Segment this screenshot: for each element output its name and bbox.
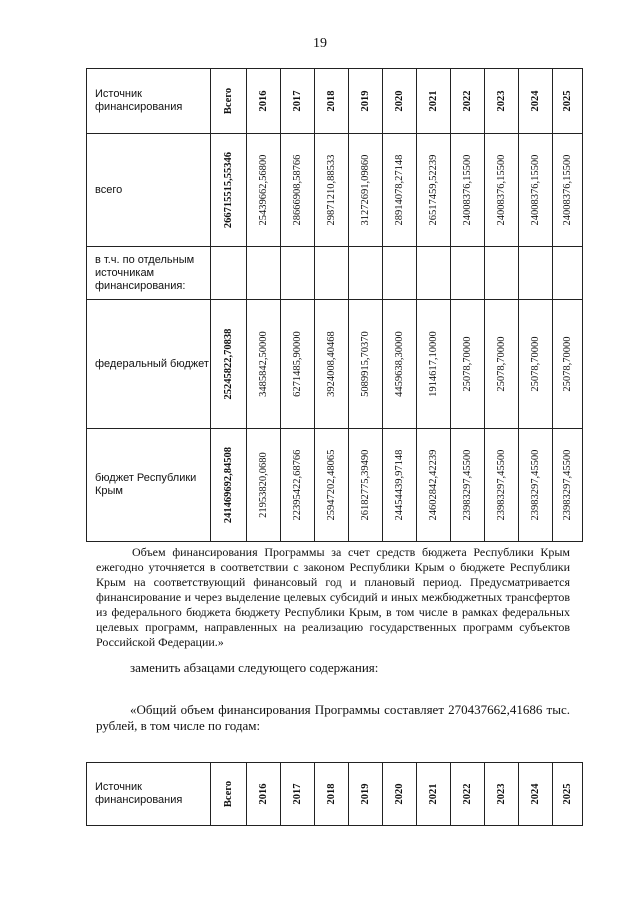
header-year-text: 2020	[393, 90, 405, 112]
row-value-cell-text: 31272691,09860	[359, 154, 371, 226]
row-label: всего	[87, 134, 211, 247]
header-total	[211, 69, 247, 134]
financing-table	[86, 68, 583, 542]
row-value-cell-text: 28666908,58766	[291, 154, 303, 226]
header-year	[247, 763, 281, 826]
row-value-cell	[383, 429, 417, 542]
header-year	[519, 69, 553, 134]
row-value-cell	[451, 429, 485, 542]
row-value-cell-text: 25439662,56800	[257, 154, 269, 226]
row-value-cell-text: 6271485,90000	[291, 331, 303, 397]
row-value-cell	[519, 134, 553, 247]
row-value-cell	[485, 300, 519, 429]
row-value-cell-text: 24454439,97148	[393, 449, 405, 521]
header-year-text: 2021	[427, 90, 439, 112]
row-value-cell-text: 24008376,15500	[461, 154, 473, 226]
row-value-cell	[247, 300, 281, 429]
row-value-cell-text: 26517459,52239	[427, 154, 439, 226]
row-value-cell-text: 25078,70000	[495, 336, 507, 392]
row-value-cell	[247, 134, 281, 247]
header-year	[553, 69, 583, 134]
replace-instruction: заменить абзацами следующего содержания:	[130, 660, 379, 675]
row-value-cell	[417, 134, 451, 247]
row-value-cell	[247, 429, 281, 542]
header-year-text: 2022	[461, 90, 473, 112]
table-row	[87, 134, 583, 247]
row-total-cell	[211, 134, 247, 247]
header-year	[349, 69, 383, 134]
row-value-cell	[553, 134, 583, 247]
header-source: Источник финансирования	[87, 69, 211, 134]
row-value-cell-text: 25078,70000	[529, 336, 541, 392]
row-label: в т.ч. по отдельным источникам финансирования:	[87, 247, 211, 300]
header-year	[315, 69, 349, 134]
row-value-cell	[519, 429, 553, 542]
row-value-cell	[281, 429, 315, 542]
row-value-cell	[383, 247, 417, 300]
new-financing-table	[86, 762, 583, 826]
row-value-cell	[383, 134, 417, 247]
row-value-cell	[417, 300, 451, 429]
row-value-cell-text: 21953820,0680	[257, 452, 269, 518]
row-value-cell	[553, 247, 583, 300]
row-value-cell-text: 22395422,68766	[291, 449, 303, 521]
row-value-cell	[315, 134, 349, 247]
row-value-cell-text: 24602842,42239	[427, 449, 439, 521]
header-total	[211, 763, 247, 826]
page-number: 19	[313, 36, 327, 51]
row-value-cell-text: 3485842,50000	[257, 331, 269, 397]
row-value-cell	[349, 429, 383, 542]
row-value-cell-text: 23983297,45500	[495, 449, 507, 521]
header-year	[451, 763, 485, 826]
row-value-cell	[315, 300, 349, 429]
row-value-cell	[519, 300, 553, 429]
row-value-cell	[451, 300, 485, 429]
row-value-cell	[349, 247, 383, 300]
row-total-cell	[211, 247, 247, 300]
row-label: федеральный бюджет	[87, 300, 211, 429]
row-total-cell	[211, 300, 247, 429]
header-year-text: 2024	[529, 783, 541, 805]
header-year	[553, 763, 583, 826]
row-value-cell	[553, 429, 583, 542]
row-value-cell	[281, 247, 315, 300]
row-value-cell	[383, 300, 417, 429]
row-total-cell-text: 266715515,55346	[222, 151, 234, 229]
row-value-cell-text: 23983297,45500	[461, 449, 473, 521]
header-total-text: Всего	[222, 87, 234, 115]
table-row	[87, 300, 583, 429]
row-label: бюджет Республики Крым	[87, 429, 211, 542]
row-value-cell-text: 24008376,15500	[561, 154, 573, 226]
header-year-text: 2016	[257, 783, 269, 805]
table-row	[87, 429, 583, 542]
header-year-text: 2022	[461, 783, 473, 805]
header-year-text: 2017	[291, 783, 303, 805]
header-year	[349, 763, 383, 826]
header-year-text: 2018	[325, 783, 337, 805]
table1-header-row	[87, 69, 583, 134]
row-value-cell-text: 3924008,40468	[325, 331, 337, 397]
row-value-cell	[417, 429, 451, 542]
row-value-cell-text: 5089915,70370	[359, 331, 371, 397]
total-financing-paragraph: «Общий объем финансирования Программы составляет 270437662,41686 тыс. рублей, в том числе по годам:	[96, 702, 570, 733]
header-source: Источник финансирования	[87, 763, 211, 826]
row-value-cell	[451, 134, 485, 247]
row-value-cell	[315, 429, 349, 542]
row-total-cell-text: 241469692,84508	[222, 446, 234, 524]
row-value-cell	[451, 247, 485, 300]
header-year	[417, 763, 451, 826]
row-value-cell-text: 23983297,45500	[529, 449, 541, 521]
row-value-cell-text: 24008376,15500	[495, 154, 507, 226]
header-year-text: 2019	[359, 783, 371, 805]
row-value-cell	[417, 247, 451, 300]
header-year	[485, 69, 519, 134]
header-year-text: 2023	[495, 90, 507, 112]
header-year-text: 2019	[359, 90, 371, 112]
row-value-cell-text: 24008376,15500	[529, 154, 541, 226]
row-value-cell	[349, 300, 383, 429]
row-value-cell-text: 25078,70000	[561, 336, 573, 392]
row-value-cell	[519, 247, 553, 300]
row-value-cell-text: 25947202,48065	[325, 449, 337, 521]
row-value-cell	[281, 134, 315, 247]
row-total-cell-text: 25245822,70838	[222, 328, 234, 400]
table2-header-row	[87, 763, 583, 826]
header-year-text: 2021	[427, 783, 439, 805]
header-year	[281, 763, 315, 826]
row-value-cell	[553, 300, 583, 429]
header-year-text: 2016	[257, 90, 269, 112]
header-year-text: 2023	[495, 783, 507, 805]
header-year	[247, 69, 281, 134]
row-value-cell	[349, 134, 383, 247]
header-year	[383, 763, 417, 826]
header-year-text: 2017	[291, 90, 303, 112]
row-value-cell-text: 25078,70000	[461, 336, 473, 392]
header-year	[451, 69, 485, 134]
row-value-cell	[247, 247, 281, 300]
header-year	[485, 763, 519, 826]
header-year-text: 2018	[325, 90, 337, 112]
row-value-cell-text: 29871210,88533	[325, 154, 337, 226]
header-year-text: 2024	[529, 90, 541, 112]
row-value-cell	[315, 247, 349, 300]
header-year	[519, 763, 553, 826]
row-total-cell	[211, 429, 247, 542]
financing-note-paragraph: Объем финансирования Программы за счет средств бюджета Республики Крым ежегодно уточняется в соответствии с законом Республики Крым о бюджете Республики Крым на соответствующий финансовый год и плановый период. Предусматривается финансирование и через выделение целевых субсидий и иных межбюджетных трансфертов из федерального бюджета бюджету Республики Крым, в том числе в рамках федеральных целевых программ, направленных на реализацию государственных программ субъектов Российской Федерации.»	[96, 545, 570, 649]
header-year	[383, 69, 417, 134]
row-value-cell-text: 26182775,39490	[359, 449, 371, 521]
row-value-cell-text: 1914617,10000	[427, 331, 439, 397]
header-year	[315, 763, 349, 826]
header-year	[417, 69, 451, 134]
row-value-cell	[281, 300, 315, 429]
table-row	[87, 247, 583, 300]
header-year-text: 2020	[393, 783, 405, 805]
row-value-cell	[485, 134, 519, 247]
header-total-text: Всего	[222, 780, 234, 808]
header-year-text: 2025	[561, 783, 573, 805]
header-year-text: 2025	[561, 90, 573, 112]
row-value-cell	[485, 429, 519, 542]
row-value-cell	[485, 247, 519, 300]
row-value-cell-text: 23983297,45500	[561, 449, 573, 521]
header-year	[281, 69, 315, 134]
row-value-cell-text: 4459638,30000	[393, 331, 405, 397]
row-value-cell-text: 28914078,27148	[393, 154, 405, 226]
